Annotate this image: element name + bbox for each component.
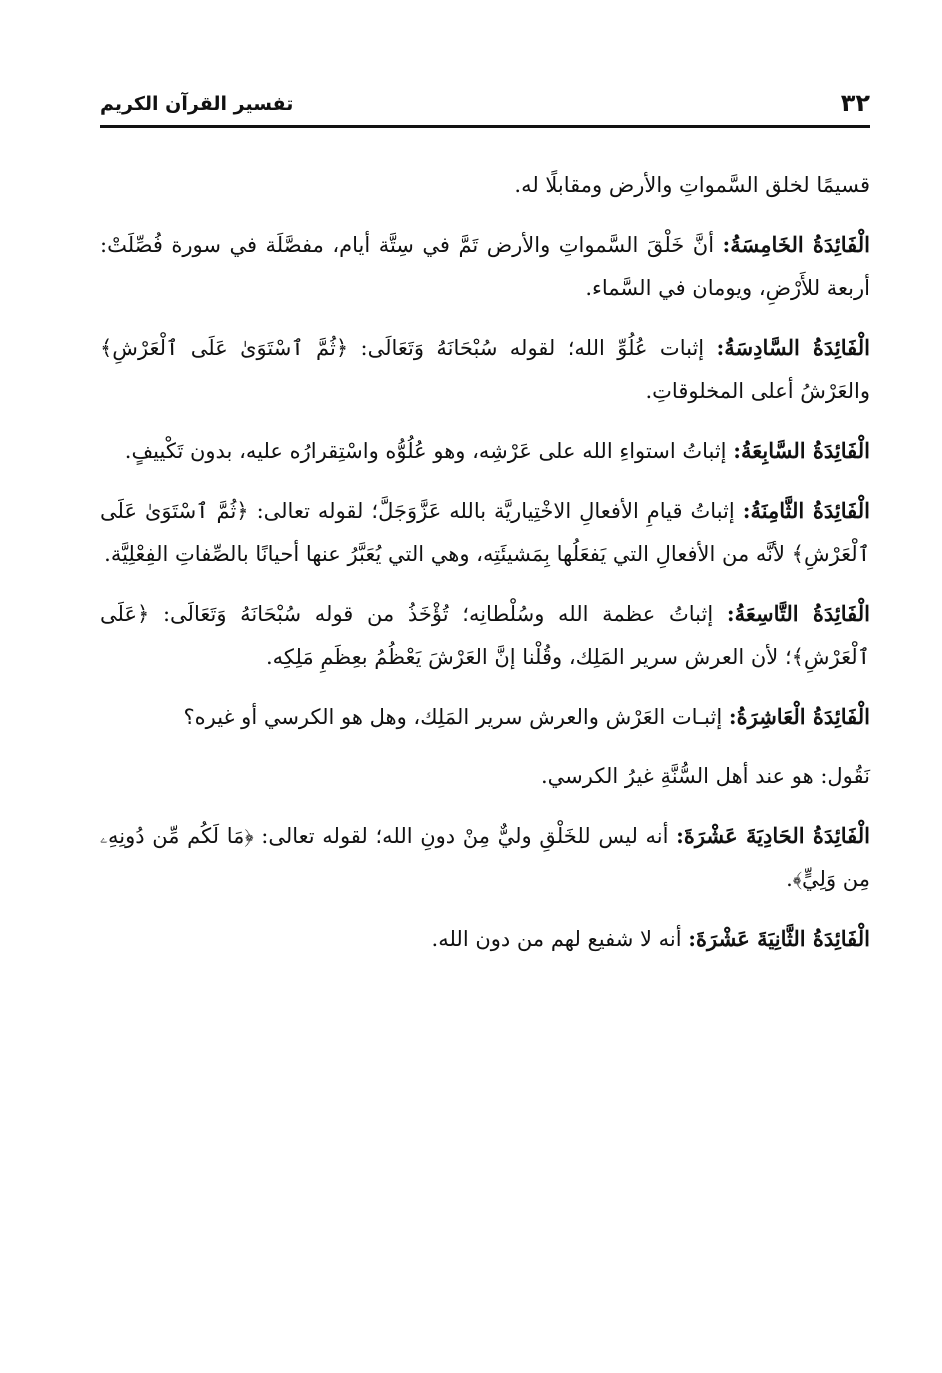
paragraph-text: أنه ليس للخَلْقِ وليٌّ مِنْ دونِ الله؛ لقوله تعالى: ﴿مَا لَكُم مِّن دُونِهِۦ مِن وَلِيٍّ﴾.	[100, 824, 870, 891]
paragraph-text: قسيمًا لخلق السَّمواتِ والأرض ومقابلًا له.	[514, 173, 870, 197]
paragraph-benefit-6	[100, 326, 870, 413]
paragraph-text: إثبـات العَرْش والعرش سرير المَلِك، وهل هو الكرسي أو غيره؟	[183, 705, 729, 729]
benefit-label: الْفَائِدَةُ الخَامِسَةُ:	[722, 232, 870, 257]
paragraph-benefit-11	[100, 814, 870, 901]
paragraph-benefit-10	[100, 695, 870, 739]
benefit-label: الْفَائِدَةُ السَّادِسَةُ:	[716, 335, 870, 360]
paragraph-text: نَقُول: هو عند أهل السُّنَّةِ غيرُ الكرسي.	[541, 764, 870, 788]
paragraph-text: إثباتُ قيامِ الأفعالِ الاخْتِياريَّة بالله عَزَّوَجَلَّ؛ لقوله تعالى: ﴿ثُمَّ ٱسْتَوَىٰ عَلَى ٱلْعَرْشِ﴾ لأنَّه من الأفعالِ التي يَفعَلُها بِمَشيئَتِه، وهي التي يُعَبَّرُ عنها أحيانًا بالصِّفاتِ الفِعْلِيَّة.	[100, 499, 870, 566]
page-header	[100, 88, 870, 122]
page-number: ٣٢	[840, 89, 870, 117]
benefit-label: الْفَائِدَةُ الْعَاشِرَةُ:	[728, 704, 870, 729]
benefit-label: الْفَائِدَةُ الحَادِيَةَ عَشْرَةَ:	[676, 823, 870, 848]
paragraph-text: إثبات عُلُوِّ الله؛ لقوله سُبْحَانَهُ وَتَعَالَى: ﴿ثُمَّ ٱسْتَوَىٰ عَلَى ٱلْعَرْشِ﴾ والعَرْشُ أعلى المخلوقاتِ.	[100, 336, 870, 403]
paragraph-answer	[100, 755, 870, 798]
book-title: تفسير القرآن الكريم	[100, 93, 294, 115]
paragraph-text: إثباتُ استواءِ الله على عَرْشِه، وهو عُلُوُّه واسْتِقرارُه عليه، بدون تَكْييفٍ.	[124, 439, 734, 463]
paragraph-benefit-5	[100, 223, 870, 310]
benefit-label: الْفَائِدَةُ السَّابِعَةُ:	[733, 438, 870, 463]
paragraph-benefit-12	[100, 917, 870, 961]
benefit-label: الْفَائِدَةُ الثَّانِيَةَ عَشْرَةَ:	[688, 926, 870, 951]
paragraph-intro	[100, 164, 870, 207]
paragraph-benefit-8	[100, 489, 870, 576]
header-divider	[100, 125, 870, 128]
paragraph-text: أنه لا شفيع لهم من دون الله.	[431, 927, 689, 951]
benefit-label: الْفَائِدَةُ التَّاسِعَةُ:	[726, 601, 870, 626]
paragraph-benefit-7	[100, 429, 870, 473]
paragraph-benefit-9	[100, 592, 870, 679]
benefit-label: الْفَائِدَةُ الثَّامِنَةُ:	[742, 498, 870, 523]
page-body	[100, 164, 870, 977]
paragraph-text: إثباتُ عظمة الله وسُلْطانِه؛ تُؤْخَذُ من قوله سُبْحَانَهُ وَتَعَالَى: ﴿عَلَى ٱلْعَرْشِ﴾؛ لأن العرش سرير المَلِك، وقُلْنا إنَّ العَرْشَ يَعْظُمُ بعِظَمِ مَلِكِه.	[100, 602, 870, 669]
paragraph-text: أنَّ خَلْقَ السَّمواتِ والأرض تَمَّ في سِتَّة أيام، مفصَّلَة في سورة فُصِّلَتْ: أربعة للأَرْضِ، ويومان في السَّماء.	[100, 233, 870, 300]
